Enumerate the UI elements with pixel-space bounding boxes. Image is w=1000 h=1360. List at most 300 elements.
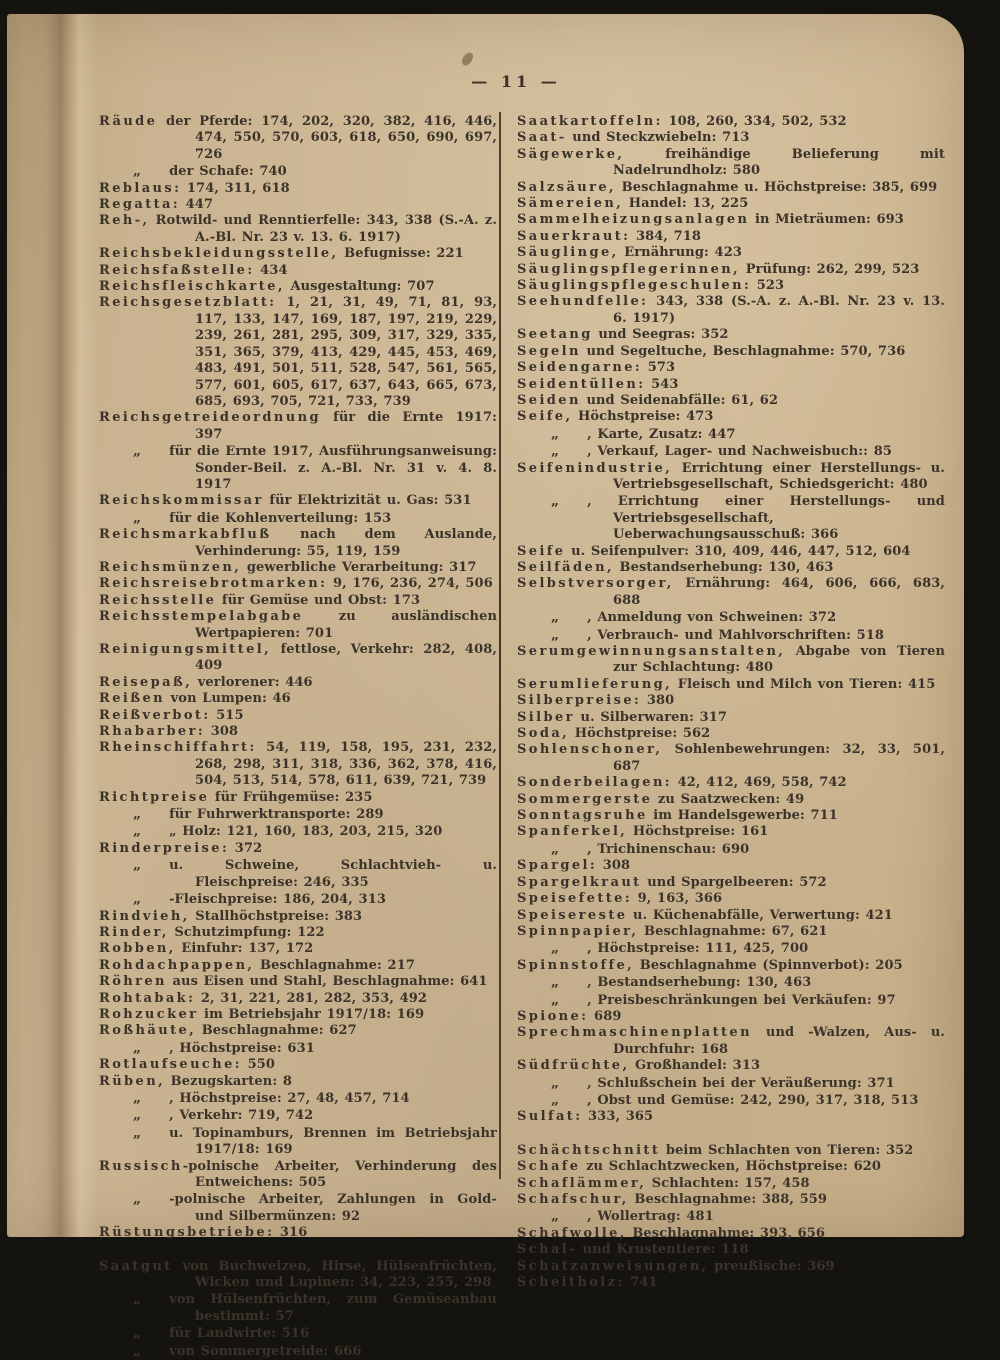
ditto-mark: „: [133, 1191, 142, 1208]
index-subentry: [99, 806, 497, 823]
ditto-mark: „: [133, 1124, 142, 1141]
index-entry: [517, 677, 945, 693]
entry-text: 573: [642, 360, 676, 376]
entry-headword: Sägewerke,: [517, 146, 625, 162]
entry-text: 343, 338 (S.-A. z. A.-Bl. Nr. 23 v. 13. 6. 1917): [613, 294, 945, 326]
ditto-mark: „: [551, 1091, 560, 1108]
entry-text: von Hülsenfrüchten, zum Gemüseanbau bestimmt: 57: [169, 1292, 497, 1324]
entry-text: der Schafe: 740: [169, 164, 287, 180]
entry-headword: Seife,: [517, 409, 573, 425]
ink-speck: [460, 51, 475, 68]
entry-text: 550: [241, 1057, 276, 1073]
index-entry: [99, 493, 497, 509]
index-subentry: [517, 426, 945, 443]
index-entry: [517, 858, 945, 874]
index-subentry: [99, 1107, 497, 1124]
entry-text: , Bestandserhebung: 130, 463: [587, 975, 812, 991]
entry-headword: Seidentüllen:: [517, 376, 646, 392]
entry-headword: Rheinschiffahrt:: [99, 740, 257, 756]
index-entry: [517, 958, 945, 974]
entry-headword: Sulfat:: [517, 1109, 583, 1125]
entry-text: Großhandel: 313: [629, 1058, 761, 1074]
entry-headword: Reichsstempelabgabe: [99, 609, 304, 625]
index-subentry: [99, 163, 497, 180]
index-subentry: [99, 510, 497, 527]
scanned-page: [7, 14, 964, 1359]
entry-text: von Lumpen: 46: [165, 691, 291, 707]
entry-text: , Wollertrag: 481: [587, 1209, 714, 1225]
index-column-left: [99, 114, 497, 1360]
entry-text: in Mieträumen: 693: [749, 212, 904, 228]
index-entry: [517, 212, 945, 228]
entry-headword: Serumlieferung,: [517, 676, 673, 692]
entry-headword: Sammelheizungsanlagen: [517, 212, 750, 228]
index-entry: [517, 114, 945, 130]
entry-headword: Seidengarne:: [517, 360, 643, 376]
entry-headword: Silberpreise:: [517, 693, 642, 709]
entry-text: für Fuhrwerktransporte: 289: [169, 807, 384, 823]
entry-text: und -Walzen, Aus- u. Durchfuhr: 168: [613, 1025, 945, 1057]
entry-headword: Reichsfaßstelle:: [99, 262, 255, 278]
entry-headword: Seilfäden,: [517, 559, 614, 575]
index-entry: [99, 708, 497, 724]
entry-text: , Preisbeschränkungen bei Verkäufen: 97: [587, 992, 896, 1008]
entry-text: Sohlenbewehrungen: 32, 33, 501, 687: [613, 742, 945, 774]
entry-headword: Säuglinge,: [517, 245, 619, 261]
index-subentry: [517, 992, 945, 1009]
entry-text: 108, 260, 334, 502, 532: [662, 114, 847, 129]
entry-text: aus Eisen und Stahl, Beschlagnahme: 641: [166, 974, 488, 990]
entry-headword: Reichsbekleidungsstelle,: [99, 246, 339, 262]
entry-headword: Rohdachpappen,: [99, 957, 255, 973]
entry-headword: Seiden: [517, 392, 581, 408]
entry-text: 333, 365: [582, 1109, 654, 1125]
index-entry: [99, 527, 497, 560]
index-entry: [99, 1074, 497, 1090]
entry-text: nach dem Auslande, Verhinderung: 55, 119, 159: [195, 527, 497, 559]
entry-headword: Reichskommissar: [99, 493, 264, 509]
entry-headword: Rindvieh,: [99, 908, 190, 924]
ditto-mark: „: [551, 443, 560, 460]
index-entry: [99, 197, 497, 213]
index-entry: [517, 644, 945, 677]
index-subentry: [99, 1040, 497, 1057]
index-entry: [517, 1275, 945, 1291]
index-entry: [517, 344, 945, 360]
ditto-mark: „: [133, 1107, 142, 1124]
entry-text: Schutzimpfung: 122: [168, 924, 325, 940]
entry-headword: Rüstungsbetriebe:: [99, 1225, 275, 1241]
index-entry: [517, 742, 945, 775]
index-entry: [517, 560, 945, 576]
entry-headword: Rinderpreise:: [99, 840, 230, 856]
ditto-mark: „: [133, 806, 142, 823]
entry-headword: Robben,: [99, 941, 176, 957]
entry-text: u. Topinamburs, Brennen im Betriebsjahr 1917/18: 169: [169, 1125, 497, 1158]
entry-text: , Höchstpreise: 111, 425, 700: [587, 941, 809, 957]
entry-headword: Speisereste: [517, 907, 628, 923]
entry-text: 515: [210, 707, 244, 723]
entry-text: u. Silberwaren: 317: [574, 709, 728, 725]
entry-headword: Regatta:: [99, 197, 181, 213]
entry-text: , Höchstpreise: 27, 48, 457, 714: [169, 1090, 410, 1106]
entry-text: 741: [624, 1275, 658, 1291]
entry-headword: Spargelkraut: [517, 874, 642, 890]
index-subentry: [517, 609, 945, 626]
index-entry: [99, 691, 497, 707]
entry-text: Bestandserhebung: 130, 463: [613, 559, 834, 575]
index-subentry: [99, 1291, 497, 1325]
ditto-mark: „: [133, 823, 142, 840]
index-entry: [517, 544, 945, 560]
entry-headword: Reichsfleischkarte,: [99, 279, 285, 295]
entry-text: gewerbliche Verarbeitung: 317: [241, 559, 477, 575]
index-entry: [99, 1057, 497, 1073]
entry-text: fettlose, Verkehr: 282, 408, 409: [195, 642, 497, 674]
index-entry: [99, 1007, 497, 1023]
entry-text: Beschlagnahme: 217: [254, 957, 415, 973]
entry-text: 1, 21, 31, 49, 71, 81, 93, 117, 133, 147, 169, 187, 197, 219, 229, 239, 261, 281, 295, 309, 317, 329, 335, 351, 365, 379, 413, 429, 445, 453, 469, 483, 491, 501, 511, 528, 547, 561, 565, 577, 601, 605, 617, 637, 643, 665, 673, 685, 693, 705, 721, 733, 739: [195, 295, 497, 409]
index-entry: [517, 294, 945, 327]
index-entry: [99, 213, 497, 246]
index-subentry: [517, 493, 945, 543]
entry-text: Handel: 13, 225: [623, 196, 749, 212]
entry-text: Ernährung: 423: [618, 245, 742, 261]
index-subentry: [99, 1325, 497, 1342]
index-entry: [517, 1058, 945, 1074]
ditto-mark: „: [551, 940, 560, 957]
entry-headword: Reichsstelle: [99, 592, 217, 608]
entry-headword: Reh-,: [99, 213, 150, 229]
index-entry: [517, 327, 945, 343]
index-entry: [517, 1242, 945, 1258]
index-subentry: [517, 1092, 945, 1109]
index-subentry: [517, 1208, 945, 1225]
entry-text: freihändige Belieferung mit Nadelrundholz: 580: [613, 146, 945, 179]
entry-headword: Roßhäute,: [99, 1023, 197, 1039]
entry-text: Beschlagnahme: 67, 621: [638, 923, 828, 939]
entry-text: 689: [588, 1008, 622, 1024]
ditto-mark: „: [133, 1325, 142, 1342]
entry-headword: Seife: [517, 543, 566, 559]
entry-text: , Karte, Zusatz: 447: [587, 426, 736, 442]
entry-text: zu Saatzwecken: 49: [652, 791, 805, 807]
entry-text: für Elektrizität u. Gas: 531: [263, 493, 472, 509]
ditto-mark: „: [551, 425, 560, 442]
entry-text: Fleisch und Milch von Tieren: 415: [672, 676, 936, 692]
index-subentry: [99, 891, 497, 908]
entry-text: Prüfung: 262, 299, 523: [740, 261, 920, 277]
entry-headword: Soda,: [517, 726, 570, 742]
ditto-mark: „: [133, 443, 142, 460]
entry-text: Ernährung: 464, 606, 666, 683, 688: [613, 576, 945, 608]
ditto-mark: „: [551, 1074, 560, 1091]
entry-headword: Reichsgetreideordnung: [99, 410, 321, 426]
entry-text: Bezugskarten: 8: [165, 1073, 293, 1089]
entry-headword: Sonderbeilagen:: [517, 775, 672, 791]
entry-text: Höchstpreise: 161: [627, 824, 769, 840]
entry-headword: Schafe: [517, 1159, 581, 1175]
entry-headword: Rhabarber:: [99, 724, 206, 740]
entry-headword: Serumgewinnungsanstalten,: [517, 644, 786, 659]
ditto-mark: „: [551, 974, 560, 991]
entry-text: für die Ernte 1917, Ausführungsanweisung: Sonder-Beil. z. A.-Bl. Nr. 31 v. 4. 8. 1917: [169, 444, 497, 492]
entry-headword: Röhren: [99, 974, 167, 990]
entry-headword: Reichsmünzen,: [99, 559, 242, 575]
entry-headword: Scheitholz:: [517, 1275, 625, 1291]
entry-text: 308: [597, 858, 631, 874]
index-entry: [99, 1023, 497, 1039]
binding-gutter-crease: [25, 14, 99, 1237]
entry-text: Rotwild- und Renntierfelle: 343, 338 (S.-A. z. A.-Bl. Nr. 23 v. 13. 6. 1917): [149, 213, 497, 245]
entry-text: , Verkauf, Lager- und Nachweisbuch:: 85: [587, 444, 892, 460]
ditto-mark: „: [133, 1089, 142, 1106]
index-entry: [99, 790, 497, 806]
index-entry: [99, 740, 497, 789]
index-entry: [99, 941, 497, 957]
entry-headword: Saatgut: [99, 1258, 173, 1274]
entry-text: für Landwirte: 516: [169, 1326, 310, 1342]
page-number: — 11 —: [471, 72, 561, 91]
entry-text: von Buchweizen, Hirse, Hülsenfrüchten, Wicken und Lupinen: 34, 223, 255, 298: [172, 1258, 497, 1291]
entry-headword: Sprechmaschinenplatten: [517, 1025, 752, 1041]
entry-headword: Speisefette:: [517, 891, 633, 907]
entry-headword: Saatkartoffeln:: [517, 114, 663, 129]
entry-text: 380: [641, 693, 675, 709]
entry-text: 316: [274, 1225, 308, 1241]
entry-headword: Spione:: [517, 1008, 589, 1024]
entry-text: 9, 163, 366: [632, 891, 723, 907]
entry-text: und Segeltuche, Beschlagnahme: 570, 736: [580, 343, 906, 359]
index-entry: [99, 991, 497, 1007]
index-entry: [517, 1025, 945, 1058]
ditto-mark: „: [551, 840, 560, 857]
entry-headword: Reinigungsmittel,: [99, 642, 272, 657]
index-entry: [99, 181, 497, 197]
entry-headword: Seetang: [517, 327, 593, 343]
index-subentry: [99, 1125, 497, 1159]
entry-headword: Segeln: [517, 343, 581, 359]
entry-text: -polnische Arbeiter, Verhinderung des Entweichens: 505: [182, 1158, 497, 1190]
index-entry: [517, 710, 945, 726]
entry-headword: Rotlaufseuche:: [99, 1057, 242, 1073]
entry-text: für Frühgemüse: 235: [209, 789, 373, 805]
entry-text: Beschlagnahme (Spinnverbot): 205: [634, 957, 903, 973]
entry-text: Beschlagnahme: 393, 656: [626, 1225, 826, 1241]
index-entry: [517, 377, 945, 393]
index-entry: [517, 360, 945, 376]
entry-text: Errichtung einer Herstellungs- u. Vertriebsgesellschaft, Schiedsgericht: 480: [613, 460, 945, 492]
index-subentry: [517, 841, 945, 858]
entry-text: Höchstpreise: 562: [569, 726, 711, 742]
index-entry: [517, 1192, 945, 1208]
entry-headword: Sommergerste: [517, 791, 653, 807]
index-entry: [99, 576, 497, 592]
index-entry: [517, 278, 945, 294]
index-entry: [517, 147, 945, 180]
entry-text: , Schlußschein bei der Veräußerung: 371: [587, 1075, 895, 1091]
ditto-mark: „: [551, 1208, 560, 1225]
entry-text: Abgabe von Tieren zur Schlachtung: 480: [613, 644, 945, 676]
index-entry: [99, 1225, 497, 1241]
entry-text: 543: [645, 376, 679, 392]
index-entry: [517, 1176, 945, 1192]
entry-text: , Obst und Gemüse: 242, 290, 317, 318, 513: [587, 1092, 919, 1108]
ditto-mark: „: [133, 1291, 142, 1308]
index-subentry: [517, 627, 945, 644]
index-entry: [517, 891, 945, 907]
entry-headword: Reißverbot:: [99, 707, 211, 723]
entry-headword: Rohtabak:: [99, 990, 196, 1006]
index-entry: [99, 560, 497, 576]
entry-text: im Handelsgewerbe: 711: [647, 808, 838, 824]
entry-text: Stallhöchstpreise: 383: [189, 908, 363, 924]
index-entry: [517, 1259, 945, 1275]
entry-text: Beschlagnahme: 627: [196, 1023, 357, 1039]
index-entry: [99, 974, 497, 990]
entry-text: und Krustentiere: 118: [576, 1242, 749, 1258]
entry-text: und Seegras: 352: [592, 327, 729, 343]
entry-headword: Schatzanweisungen,: [517, 1258, 709, 1274]
entry-text: für Gemüse und Obst: 173: [216, 592, 421, 608]
index-entry: [99, 114, 497, 163]
entry-headword: Reblaus:: [99, 180, 182, 196]
entry-text: preußische: 369: [708, 1258, 835, 1274]
entry-headword: Seehundfelle:: [517, 294, 649, 310]
index-subentry: [517, 940, 945, 957]
entry-text: 54, 119, 158, 195, 231, 232, 268, 298, 311, 318, 336, 362, 378, 416, 504, 513, 514, 578, 611, 639, 721, 739: [195, 740, 497, 789]
entry-text: beim Schlachten von Tieren: 352: [660, 1142, 914, 1158]
entry-headword: Selbstversorger,: [517, 576, 674, 592]
entry-text: von Sommergetreide: 666: [169, 1343, 362, 1359]
entry-headword: Sauerkraut:: [517, 228, 631, 244]
entry-text: 447: [180, 197, 214, 213]
index-entry: [99, 279, 497, 295]
entry-text: für die Kohlenverteilung: 153: [169, 510, 392, 526]
index-entry: [99, 1259, 497, 1292]
entry-text: , Höchstpreise: 631: [169, 1040, 315, 1056]
index-entry: [99, 642, 497, 675]
index-entry: [99, 675, 497, 691]
entry-text: u. Schweine, Schlachtvieh- u. Fleischpreise: 246, 335: [169, 858, 497, 890]
index-entry: [99, 841, 497, 857]
entry-headword: Sohlenschoner,: [517, 742, 663, 758]
entry-headword: Rohzucker: [99, 1006, 199, 1022]
index-entry: [99, 246, 497, 262]
entry-headword: Seifenindustrie,: [517, 460, 673, 476]
entry-text: 308: [205, 724, 239, 740]
index-entry: [99, 958, 497, 974]
entry-text: 523: [751, 278, 785, 294]
entry-headword: Reichsreisebrotmarken:: [99, 576, 328, 592]
index-entry: [99, 609, 497, 642]
ditto-mark: „: [133, 163, 142, 180]
entry-text: Ausgestaltung: 707: [284, 279, 435, 295]
entry-text: der Pferde: 174, 202, 320, 382, 416, 446, 474, 550, 570, 603, 618, 650, 690, 697, 726: [157, 114, 497, 162]
entry-headword: Richtpreise: [99, 789, 210, 805]
entry-text: 174, 311, 618: [181, 180, 290, 196]
entry-text: 372: [229, 840, 263, 856]
entry-text: zu Schlachtzwecken, Höchstpreise: 620: [580, 1159, 882, 1175]
entry-text: u. Küchenabfälle, Verwertung: 421: [627, 907, 893, 923]
index-entry: [517, 262, 945, 278]
entry-headword: Schafschur,: [517, 1192, 629, 1207]
index-entry: [517, 824, 945, 840]
entry-headword: Schal-: [517, 1242, 577, 1258]
index-entry: [517, 180, 945, 196]
index-entry: [517, 576, 945, 609]
column-divider-rule: [499, 112, 501, 1179]
entry-text: 384, 718: [630, 228, 702, 244]
entry-text: verlorener: 446: [192, 674, 313, 690]
index-entry: [517, 924, 945, 940]
index-entry: [99, 593, 497, 609]
entry-headword: Schaflämmer,: [517, 1175, 647, 1191]
index-entry: [517, 808, 945, 824]
index-column-right: [517, 114, 945, 1291]
ditto-mark: „: [133, 509, 142, 526]
index-entry: [99, 263, 497, 279]
entry-headword: Schächtschnitt: [517, 1142, 661, 1158]
entry-text: -Fleischpreise: 186, 204, 313: [169, 892, 386, 908]
index-entry: [517, 1009, 945, 1025]
index-entry: [517, 693, 945, 709]
entry-headword: Schafwolle,: [517, 1225, 627, 1241]
index-entry: [99, 925, 497, 941]
entry-headword: Reichsgesetzblatt:: [99, 295, 277, 311]
entry-text: Beschlagnahme: 388, 559: [628, 1192, 828, 1207]
entry-text: Höchstpreise: 473: [572, 409, 714, 425]
entry-text: „ Holz: 121, 160, 183, 203, 215, 320: [169, 824, 443, 840]
entry-text: , Trichinenschau: 690: [587, 841, 750, 857]
index-subentry: [99, 823, 497, 840]
entry-headword: Südfrüchte,: [517, 1058, 630, 1074]
index-subentry: [99, 1343, 497, 1360]
index-entry: [517, 461, 945, 494]
index-entry: [99, 909, 497, 925]
index-subentry: [99, 857, 497, 891]
ditto-mark: „: [551, 609, 560, 626]
index-subentry: [99, 1191, 497, 1225]
ditto-mark: „: [551, 493, 560, 510]
entry-text: , Errichtung einer Herstellungs- und Vertriebsgesellschaft, Ueberwachungsausschuß: 366: [587, 494, 945, 543]
entry-headword: Reißen: [99, 691, 166, 707]
entry-text: für die Ernte 1917: 397: [195, 410, 497, 442]
ditto-mark: „: [133, 857, 142, 874]
index-entry: [517, 908, 945, 924]
entry-headword: Spanferkel,: [517, 824, 628, 840]
index-entry: [517, 775, 945, 791]
entry-text: , Anmeldung von Schweinen: 372: [587, 610, 837, 626]
entry-text: im Betriebsjahr 1917/18: 169: [198, 1006, 425, 1022]
entry-headword: Saat-: [517, 130, 567, 146]
entry-text: 42, 412, 469, 558, 742: [672, 775, 847, 791]
index-entry: [517, 130, 945, 146]
index-subentry: [517, 443, 945, 460]
ditto-mark: „: [551, 991, 560, 1008]
entry-text: Schlachten: 157, 458: [646, 1175, 810, 1191]
index-entry: [517, 245, 945, 261]
entry-text: 434: [254, 262, 288, 278]
entry-headword: Silber: [517, 709, 575, 725]
index-entry: [517, 409, 945, 425]
entry-text: und Steckzwiebeln: 713: [566, 130, 750, 146]
entry-text: 9, 176, 236, 274, 506: [327, 576, 493, 592]
entry-text: und Spargelbeeren: 572: [641, 874, 827, 890]
entry-text: 2, 31, 221, 281, 282, 353, 492: [195, 990, 428, 1006]
entry-text: zu ausländischen Wertpapieren: 701: [195, 609, 497, 641]
entry-text: Beschlagnahme u. Höchstpreise: 385, 699: [615, 179, 938, 195]
